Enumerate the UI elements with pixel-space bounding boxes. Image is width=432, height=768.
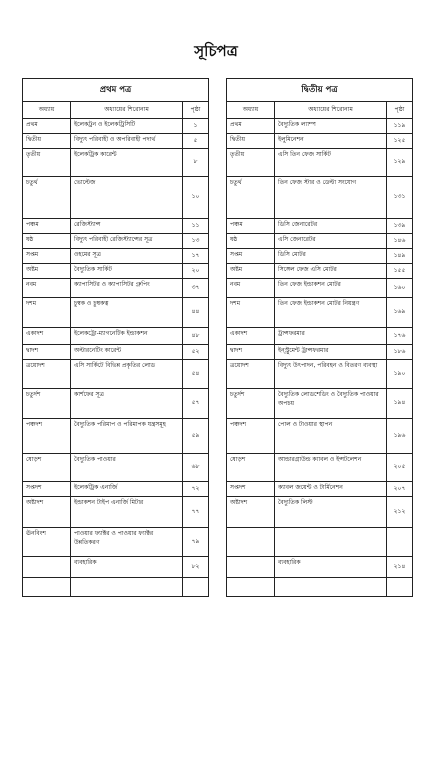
page-number-cell: ২০৫: [387, 454, 413, 482]
table-row: [227, 557, 413, 578]
chapter-title-cell: ইন্স্ট্রুমেন্ট ট্রান্সফরমার: [275, 345, 387, 360]
page-number-cell: ১৯৬: [387, 419, 413, 454]
page-number-cell: ১৬০: [387, 279, 413, 298]
chapter-title-cell: বিদ্যুৎ উৎপাদন, পরিবহন ও বিতরণ ব্যবস্থা: [275, 360, 387, 389]
table-row: [227, 134, 413, 149]
table-row: [23, 279, 209, 298]
table-row: [227, 249, 413, 264]
page-number-cell: ১৯৪: [387, 389, 413, 419]
chapter-cell: নবম: [227, 279, 275, 298]
table-row: [23, 134, 209, 149]
chapter-title-cell: বৈদ্যুতিক ল্যাম্প: [275, 119, 387, 134]
chapter-title-cell: ডিসি জেনারেটর: [275, 219, 387, 234]
chapter-title-cell: রেজিস্ট্যান্স: [71, 219, 183, 234]
chapter-title-cell: বিদ্যুৎ পরিবাহী রেজিস্ট্যান্সের সূত্র: [71, 234, 183, 249]
page-number-cell: ১৩৯: [387, 219, 413, 234]
page-number-cell: ১৭৬: [387, 328, 413, 345]
paper-title: দ্বিতীয় পত্র: [227, 79, 413, 102]
column-header-page: পৃষ্ঠা: [387, 102, 413, 119]
chapter-title-cell: ইলেকট্রিক এনার্জি: [71, 482, 183, 497]
table-row: [227, 279, 413, 298]
chapter-cell: ষোড়শ: [227, 454, 275, 482]
page-number-cell: ১৪৯: [387, 249, 413, 264]
page-number-cell: ৮২: [183, 557, 209, 578]
table-row: [227, 389, 413, 419]
page-number-cell: ১২৯: [387, 149, 413, 177]
chapter-cell: দ্বিতীয়: [23, 134, 71, 149]
chapter-title-cell: বৈদ্যুতিক লিস্ট: [275, 497, 387, 528]
table-row: [227, 345, 413, 360]
chapter-cell: দশম: [227, 298, 275, 328]
chapter-title-cell: ভোল্টেজ: [71, 177, 183, 219]
table-row: [227, 298, 413, 328]
column-header-title: অধ্যায়ের শিরোনাম: [71, 102, 183, 119]
table-row: [23, 360, 209, 389]
table-row: [227, 482, 413, 497]
table-row: [23, 234, 209, 249]
table-row: [23, 249, 209, 264]
page-number-cell: ১৭: [183, 249, 209, 264]
second-paper-table: [226, 78, 413, 597]
chapter-title-cell: ইলেকট্রন ও ইলেকট্রিসিটি: [71, 119, 183, 134]
chapter-title-cell: ইলেকট্রিক কারেন্ট: [71, 149, 183, 177]
page-number-cell: ৭৭: [183, 497, 209, 528]
chapter-cell: সপ্তম: [23, 249, 71, 264]
chapter-cell: সপ্তদশ: [23, 482, 71, 497]
table-row: [23, 219, 209, 234]
page-number-cell: ৭২: [183, 482, 209, 497]
chapter-title-cell: বৈদ্যুতিক সার্কিট: [71, 264, 183, 279]
table-row: [23, 419, 209, 454]
chapter-cell: চতুর্দশ: [227, 389, 275, 419]
chapter-cell: [23, 557, 71, 578]
chapter-title-cell: বিদ্যুৎ পরিবাহী ও অপরিবাহী পদার্থ: [71, 134, 183, 149]
chapter-cell: দ্বিতীয়: [227, 134, 275, 149]
chapter-cell: পঞ্চম: [227, 219, 275, 234]
page-number-cell: [387, 578, 413, 597]
page-number-cell: ১০: [183, 177, 209, 219]
page-number-cell: ১২৫: [387, 134, 413, 149]
page-number-cell: ১১৯: [387, 119, 413, 134]
chapter-title-cell: ডিসি মোটর: [275, 249, 387, 264]
chapter-cell: সপ্তদশ: [227, 482, 275, 497]
chapter-cell: চতুর্থ: [227, 177, 275, 219]
chapter-cell: পঞ্চদশ: [23, 419, 71, 454]
column-header-chapter: অধ্যায়: [23, 102, 71, 119]
chapter-title-cell: ইলুমিনেশন: [275, 134, 387, 149]
chapter-title-cell: ব্যবহারিক: [275, 557, 387, 578]
table-row: [227, 177, 413, 219]
page-number-cell: ৫: [183, 134, 209, 149]
page-number-cell: ২১২: [387, 497, 413, 528]
chapter-cell: [227, 578, 275, 597]
page-number-cell: ১: [183, 119, 209, 134]
column-header-page: পৃষ্ঠা: [183, 102, 209, 119]
chapter-cell: অষ্টাদশ: [23, 497, 71, 528]
column-header-chapter: অধ্যায়: [227, 102, 275, 119]
chapter-title-cell: পোল ও টাওয়ার স্থাপন: [275, 419, 387, 454]
chapter-title-cell: [275, 578, 387, 597]
chapter-cell: [227, 528, 275, 557]
chapter-cell: ঊনবিংশ: [23, 528, 71, 557]
chapter-cell: প্রথম: [227, 119, 275, 134]
page-number-cell: ৫২: [183, 345, 209, 360]
chapter-cell: দশম: [23, 298, 71, 328]
page-number-cell: ১৩: [183, 234, 209, 249]
page-number-cell: ২১৪: [387, 557, 413, 578]
table-row: [23, 454, 209, 482]
chapter-title-cell: এসি জেনারেটর: [275, 234, 387, 249]
table-row: [23, 345, 209, 360]
chapter-cell: নবম: [23, 279, 71, 298]
table-row: [23, 557, 209, 578]
paper-title: প্রথম পত্র: [23, 79, 209, 102]
table-row: [227, 119, 413, 134]
chapter-cell: অষ্টম: [23, 264, 71, 279]
page-number-cell: ১৬৯: [387, 298, 413, 328]
page-number-cell: ১৫৫: [387, 264, 413, 279]
chapter-title-cell: ক্যাপাসিটর ও ক্যাপাসিটর গ্রুপিং: [71, 279, 183, 298]
chapter-title-cell: ওহমের সূত্র: [71, 249, 183, 264]
chapter-cell: ত্রয়োদশ: [23, 360, 71, 389]
chapter-title-cell: ইন্ডাকশন টাইপ এনার্জি মিটার: [71, 497, 183, 528]
table-body: [23, 119, 209, 597]
table-row: [23, 264, 209, 279]
chapter-title-cell: ইলেকট্রো-ম্যাগনেটিক ইন্ডাকশন: [71, 328, 183, 345]
chapter-title-cell: তিন ফেজ ইন্ডাকশন মোটর: [275, 279, 387, 298]
table-row: [227, 528, 413, 557]
table-row: [227, 419, 413, 454]
chapter-cell: তৃতীয়: [227, 149, 275, 177]
chapter-title-cell: আন্ডারগ্রাউন্ড ক্যাবল ও ইন্সটলেশন: [275, 454, 387, 482]
chapter-cell: ষষ্ঠ: [227, 234, 275, 249]
page-number-cell: ১৩১: [387, 177, 413, 219]
chapter-title-cell: তিন ফেজ ইন্ডাকশন মোটর নিয়ন্ত্রণ: [275, 298, 387, 328]
chapter-cell: ষষ্ঠ: [23, 234, 71, 249]
chapter-cell: [23, 578, 71, 597]
table-row: [227, 360, 413, 389]
table-row: [23, 149, 209, 177]
table-row: [23, 177, 209, 219]
chapter-title-cell: সিঙ্গেল ফেজ এসি মোটর: [275, 264, 387, 279]
chapter-title-cell: [275, 528, 387, 557]
chapter-title-cell: পাওয়ার ফ্যাক্টর ও পাওয়ার ফ্যাক্টর উন্নতিকরণ: [71, 528, 183, 557]
page-number-cell: [387, 528, 413, 557]
table-row: [23, 119, 209, 134]
chapter-cell: একাদশ: [23, 328, 71, 345]
chapter-title-cell: ট্রান্সফরমার: [275, 328, 387, 345]
page-number-cell: ৪৪: [183, 298, 209, 328]
page-number-cell: ১৪৬: [387, 234, 413, 249]
table-row: [23, 528, 209, 557]
page-number-cell: ২০: [183, 264, 209, 279]
table-row: [227, 219, 413, 234]
page-number-cell: ৬৮: [183, 454, 209, 482]
page-number-cell: ১১: [183, 219, 209, 234]
page-number-cell: ৭৯: [183, 528, 209, 557]
page-number-cell: [183, 578, 209, 597]
chapter-title-cell: এসি তিন ফেজ সার্কিট: [275, 149, 387, 177]
table-row: [23, 578, 209, 597]
page-number-cell: ৫৯: [183, 419, 209, 454]
table-row: [227, 234, 413, 249]
chapter-title-cell: [71, 578, 183, 597]
page-number-cell: ৫৭: [183, 389, 209, 419]
chapter-cell: চতুর্দশ: [23, 389, 71, 419]
table-row: [227, 497, 413, 528]
table-row: [23, 482, 209, 497]
chapter-title-cell: ক্যাবল জয়েন্ট ও টার্মিনেশন: [275, 482, 387, 497]
chapter-cell: পঞ্চদশ: [227, 419, 275, 454]
chapter-cell: ত্রয়োদশ: [227, 360, 275, 389]
chapter-title-cell: বৈদ্যুতিক লোডশেডিং ও বৈদ্যুতিক পাওয়ার অপচয়: [275, 389, 387, 419]
chapter-cell: অষ্টাদশ: [227, 497, 275, 528]
table-row: [227, 578, 413, 597]
page-number-cell: ২০৭: [387, 482, 413, 497]
table-row: [227, 149, 413, 177]
chapter-cell: [227, 557, 275, 578]
chapter-title-cell: চুম্বক ও চুম্বকত্ব: [71, 298, 183, 328]
page-number-cell: ৮: [183, 149, 209, 177]
first-paper-table: [22, 78, 209, 597]
table-row: [23, 298, 209, 328]
chapter-title-cell: কার্শফের সূত্র: [71, 389, 183, 419]
table-row: [23, 497, 209, 528]
chapter-cell: দ্বাদশ: [23, 345, 71, 360]
table-row: [227, 328, 413, 345]
chapter-cell: তৃতীয়: [23, 149, 71, 177]
chapter-cell: একাদশ: [227, 328, 275, 345]
chapter-title-cell: ব্যবহারিক: [71, 557, 183, 578]
chapter-title-cell: বৈদ্যুতিক পাওয়ার: [71, 454, 183, 482]
page-number-cell: ১৯০: [387, 360, 413, 389]
chapter-title-cell: বৈদ্যুতিক পরিমাপ ও পরিমাপক যন্ত্রসমূহ: [71, 419, 183, 454]
page-number-cell: ৫৪: [183, 360, 209, 389]
chapter-cell: চতুর্থ: [23, 177, 71, 219]
table-row: [23, 389, 209, 419]
chapter-cell: অষ্টম: [227, 264, 275, 279]
table-row: [227, 454, 413, 482]
table-row: [227, 264, 413, 279]
table-body: [227, 119, 413, 597]
page-number-cell: ১৮৬: [387, 345, 413, 360]
chapter-cell: ষোড়শ: [23, 454, 71, 482]
page-number-cell: ৩৭: [183, 279, 209, 298]
chapter-cell: পঞ্চম: [23, 219, 71, 234]
chapter-cell: প্রথম: [23, 119, 71, 134]
chapter-title-cell: এসি সার্কিটে বিভিন্ন প্রকৃতির লোড: [71, 360, 183, 389]
column-header-title: অধ্যায়ের শিরোনাম: [275, 102, 387, 119]
chapter-title-cell: অল্টারনেটিং কারেন্ট: [71, 345, 183, 360]
chapter-title-cell: তিন ফেজ স্টার ও ডেল্টা সংযোগ: [275, 177, 387, 219]
page-number-cell: ৪৮: [183, 328, 209, 345]
chapter-cell: দ্বাদশ: [227, 345, 275, 360]
table-row: [23, 328, 209, 345]
page-title: সূচিপত্র: [194, 42, 238, 60]
chapter-cell: সপ্তম: [227, 249, 275, 264]
